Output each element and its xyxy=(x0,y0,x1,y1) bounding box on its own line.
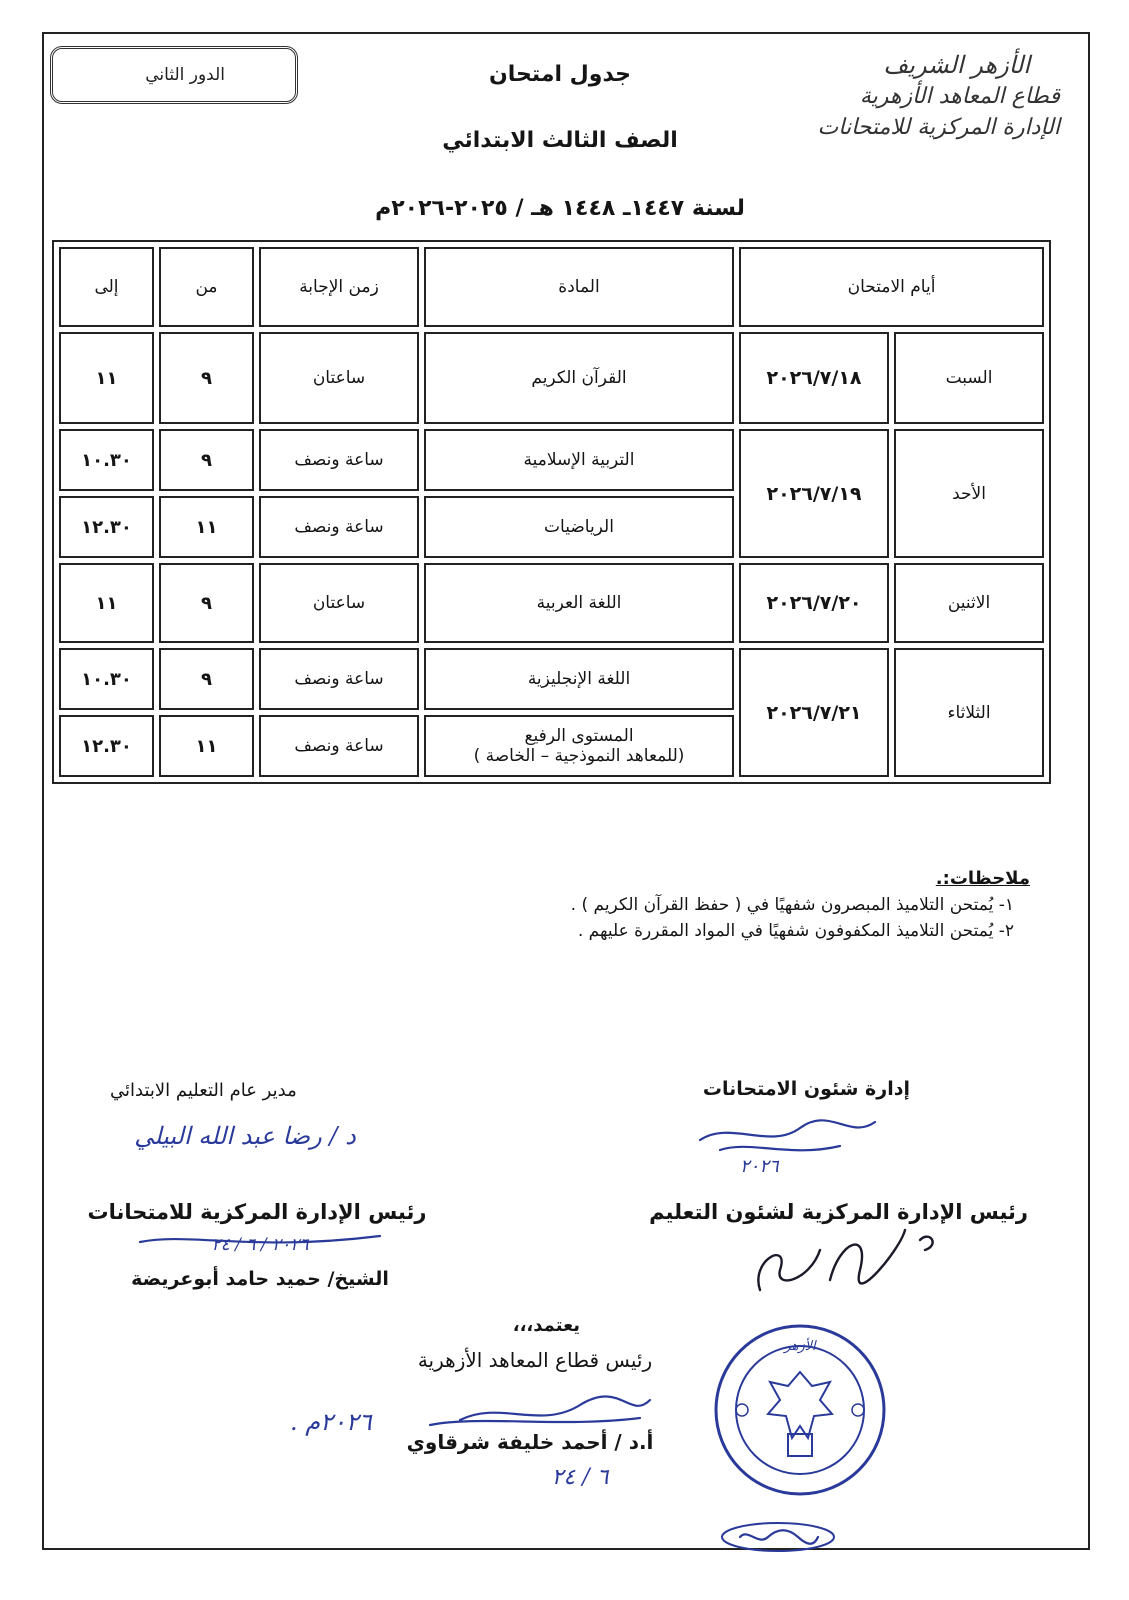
subject-cell: اللغة العربية xyxy=(424,563,734,643)
al-azhar-logo xyxy=(790,50,1060,143)
head-education-handwritten-signature xyxy=(730,1210,950,1300)
to-cell: ١١ xyxy=(59,563,154,643)
dr-handwritten-date xyxy=(520,1452,650,1496)
duration-cell: ساعتان xyxy=(259,332,419,424)
header-subject: المادة xyxy=(424,247,734,327)
subject-cell: القرآن الكريم xyxy=(424,332,734,424)
document-title: جدول امتحان xyxy=(488,62,632,87)
note-item: ٢- يُمتحن التلاميذ المكفوفون شفهيًا في المواد المقررة عليهم . xyxy=(577,921,1014,941)
day-cell: الثلاثاء xyxy=(894,648,1044,777)
signature-head-education-title: رئيس الإدارة المركزية لشئون التعليم xyxy=(649,1200,1028,1224)
to-cell: ١٠.٣٠ xyxy=(59,429,154,491)
date-cell: ٢٠٢٦/٧/١٨ xyxy=(739,332,889,424)
note-item: ١- يُمتحن التلاميذ المبصرون شفهيًا في ( حفظ القرآن الكريم ) . xyxy=(570,895,1014,915)
head-exams-handwritten-date: ٢٠٢٦ / ٦ / ٢٤ xyxy=(211,1235,309,1255)
approved-label: يعتمد،،، xyxy=(512,1315,580,1336)
duration-cell: ساعة ونصف xyxy=(259,715,419,777)
duration-cell: ساعة ونصف xyxy=(259,496,419,558)
header-duration: زمن الإجابة xyxy=(259,247,419,327)
table-row xyxy=(59,429,1044,491)
signature-sheikh-name: الشيخ/ حميد حامد أبوعريضة xyxy=(131,1268,389,1290)
subject-cell: الرياضيات xyxy=(424,496,734,558)
exams-dept-handwritten-date: ٢٠٢٦ xyxy=(740,1156,779,1177)
notes-title: ملاحظات:. xyxy=(935,868,1030,889)
date-cell: ٢٠٢٦/٧/٢١ xyxy=(739,648,889,777)
day-cell: الاثنين xyxy=(894,563,1044,643)
head-exams-handwritten-signature xyxy=(130,1222,390,1262)
from-cell: ٩ xyxy=(159,563,254,643)
duration-cell: ساعتان xyxy=(259,563,419,643)
to-cell: ١٠.٣٠ xyxy=(59,648,154,710)
subject-name: المستوى الرفيع xyxy=(524,726,634,746)
exam-schedule-table xyxy=(52,240,1051,784)
from-cell: ٩ xyxy=(159,429,254,491)
to-cell: ١١ xyxy=(59,332,154,424)
logo-line-2: قطاع المعاهد الأزهرية xyxy=(859,84,1060,109)
signature-exams-dept-title: إدارة شئون الامتحانات xyxy=(702,1078,910,1100)
duration-cell: ساعة ونصف xyxy=(259,648,419,710)
duration-cell: ساعة ونصف xyxy=(259,429,419,491)
logo-line-1: الأزهر الشريف xyxy=(883,51,1030,79)
table-row xyxy=(59,332,1044,424)
exams-dept-handwritten-signature xyxy=(680,1110,890,1180)
day-cell: السبت xyxy=(894,332,1044,424)
from-cell: ٩ xyxy=(159,648,254,710)
subject-note: (للمعاهد النموذجية – الخاصة ) xyxy=(473,746,685,766)
subject-cell xyxy=(424,715,734,777)
svg-text:٦ / ٢٤: ٦ / ٢٤ xyxy=(551,1465,609,1490)
exam-round-label: الدور الثاني xyxy=(145,65,225,85)
to-cell: ١٢.٣٠ xyxy=(59,715,154,777)
table-header-row xyxy=(59,247,1044,327)
academic-year: لسنة ١٤٤٧ـ ١٤٤٨ هـ / ٢٠٢٥-٢٠٢٦م xyxy=(375,196,745,221)
date-cell: ٢٠٢٦/٧/١٩ xyxy=(739,429,889,558)
from-cell: ١١ xyxy=(159,715,254,777)
exam-round-box xyxy=(50,46,298,104)
director-handwritten-name: د / رضا عبد الله البيلي xyxy=(134,1122,356,1150)
signature-head-sector-title: رئيس قطاع المعاهد الأزهرية xyxy=(417,1348,653,1372)
logo-line-3: الإدارة المركزية للامتحانات xyxy=(817,115,1060,140)
serial-stamp-icon xyxy=(718,1520,838,1554)
signature-head-exams-title: رئيس الإدارة المركزية للامتحانات xyxy=(87,1200,427,1224)
from-cell: ٩ xyxy=(159,332,254,424)
signature-dr-name: أ.د / أحمد خليفة شرقاوي xyxy=(406,1430,654,1454)
signature-director-title: مدير عام التعليم الابتدائي xyxy=(110,1080,297,1101)
sector-handwritten-date: . ٢٠٢٦م xyxy=(290,1408,372,1436)
header-to: إلى xyxy=(59,247,154,327)
seal-text: الأزهر xyxy=(784,1339,816,1354)
official-seal-icon xyxy=(712,1322,888,1498)
subject-cell: التربية الإسلامية xyxy=(424,429,734,491)
table-row xyxy=(59,563,1044,643)
to-cell: ١٢.٣٠ xyxy=(59,496,154,558)
from-cell: ١١ xyxy=(159,496,254,558)
day-cell: الأحد xyxy=(894,429,1044,558)
header-days: أيام الامتحان xyxy=(739,247,1044,327)
date-cell: ٢٠٢٦/٧/٢٠ xyxy=(739,563,889,643)
header-from: من xyxy=(159,247,254,327)
notes-section xyxy=(400,868,1030,941)
director-handwritten-signature xyxy=(100,1110,390,1160)
table-row xyxy=(59,648,1044,710)
subject-cell: اللغة الإنجليزية xyxy=(424,648,734,710)
grade-title: الصف الثالث الابتدائي xyxy=(442,128,678,153)
